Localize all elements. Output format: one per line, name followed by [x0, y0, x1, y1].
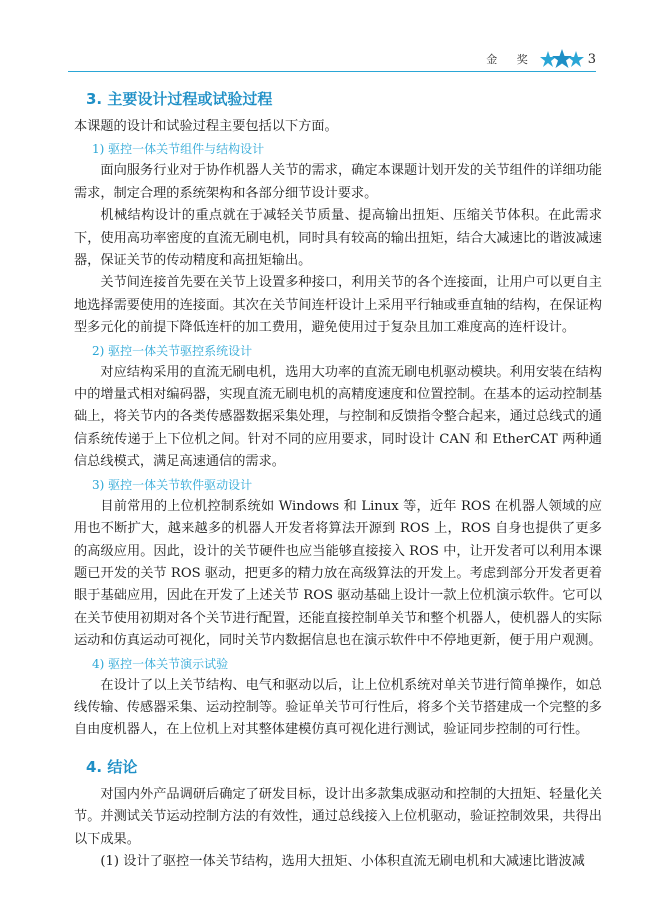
- paragraph: 机械结构设计的重点就在于减轻关节质量、提高输出扭矩、压缩关节体积。在此需求下，使用高功率密度的直流无刷电机，同时具有较高的输出扭矩，结合大减速比的谐波减速器，保证关节的传动精度和高扭矩输出。: [74, 208, 602, 269]
- subsection-3-heading: 3) 驱控一体关节软件驱动设计: [92, 477, 253, 492]
- header-rule: [68, 71, 596, 73]
- subsection-1-heading: 1) 驱控一体关节组件与结构设计: [92, 142, 265, 157]
- section-4-heading: 4. 结论: [86, 757, 138, 776]
- section-3-intro: 本课题的设计和试验过程主要包括以下方面。: [74, 119, 338, 134]
- page-header: [68, 44, 596, 72]
- paragraph: 目前常用的上位机控制系统如 Windows 和 Linux 等，近年 ROS 在机器人领域的应用也不断扩大，越来越多的机器人开发者将算法开源到 ROS 上，ROS 自身也提供了更多的高级应用。因此，设计的关节硬件也应当能够直接接入 ROS 中，让开发者可以利用本课题已开发的关节 ROS 驱动，把更多的精力放在高级算法的开发上。考虑到部分开发者更着眼于基础应用，因此在开发了上述关节 ROS 驱动基础上设计一款上位机演示软件。它可以在关节使用初期对各个关节进行配置，还能直接控制单关节和整个机器人，使机器人的实际运动和仿真运动可视化，同时关节内数据信息也在演示软件中不停地更新，便于用户观测。: [74, 498, 602, 649]
- paragraph: 关节间连接首先要在关节上设置多种接口，利用关节的各个连接面，让用户可以更自主地选择需要使用的连接面。其次在关节间连杆设计上采用平行轴或垂直轴的结构，在保证构型多元化的前提下降低连杆的加工费用，避免使用过于复杂且加工难度高的连杆设计。: [74, 275, 602, 336]
- section-3-heading: 3. 主要设计过程或试验过程: [86, 90, 273, 108]
- paragraph: 在设计了以上关节结构、电气和驱动以后，让上位机系统对单关节进行简单操作，如总线传输、传感器采集、运动控制等。验证单关节可行性后，将多个关节搭建成一个完整的多自由度机器人，在上位机上对其整体建模仿真可视化进行测试，验证同步控制的可行性。: [74, 677, 602, 738]
- subsection-2-heading: 2) 驱控一体关节驱控系统设计: [92, 343, 253, 358]
- three-stars-icon: [540, 48, 584, 70]
- paragraph: 面向服务行业对于协作机器人关节的需求，确定本课题计划开发的关节组件的详细功能需求，制定合理的系统架构和各部分细节设计要求。: [74, 163, 602, 201]
- paragraph: 对国内外产品调研后确定了研发目标，设计出多款集成驱动和控制的大扭矩、轻量化关节。并测试关节运动控制方法的有效性，通过总线接入上位机驱动，验证控制效果，共得出以下成果。: [74, 786, 602, 847]
- page-number: 3: [587, 51, 596, 67]
- subsection-4-heading: 4) 驱控一体关节演示试验: [92, 656, 229, 671]
- header-right: [486, 48, 596, 70]
- paragraph: 对应结构采用的直流无刷电机，选用大功率的直流无刷电机驱动模块。利用安装在结构中的增量式相对编码器，实现直流无刷电机的高精度速度和位置控制。在基本的运动控制基础上，将关节内的各类传感器数据采集处理，与控制和反馈指令整合起来，通过总线式的通信系统传递于上下位机之间。针对不同的应用要求，同时设计 CAN 和 EtherCAT 两种通信总线模式，满足高速通信的需求。: [74, 364, 602, 470]
- award-label: 金 奖: [486, 53, 536, 66]
- paragraph: (1) 设计了驱控一体关节结构，选用大扭矩、小体积直流无刷电机和大减速比谐波减: [100, 853, 585, 869]
- page-content: [74, 78, 602, 873]
